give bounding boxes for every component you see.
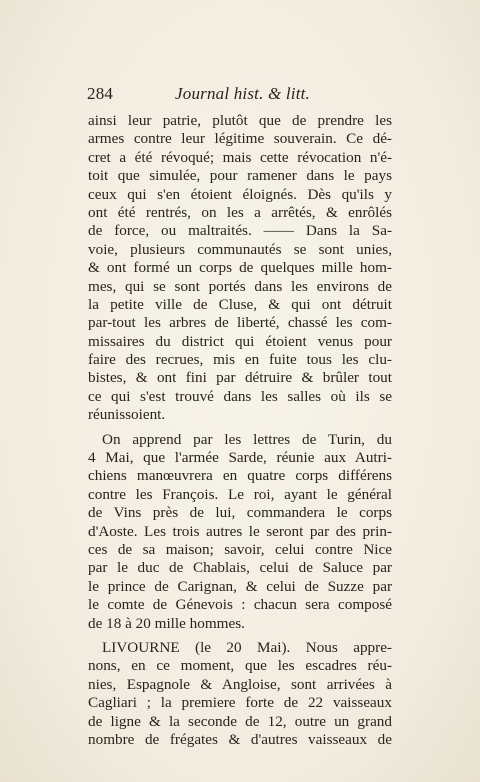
text-line: par-tout les arbres de liberté, chassé les com- (88, 314, 392, 332)
text-line: 4 Mai, que l'armée Sarde, réunie aux Autri- (88, 449, 392, 467)
text-line: le prince de Carignan, & celui de Suzze par (88, 577, 392, 595)
text-line: ce qui s'est trouvé dans les salles où ils se (88, 387, 392, 405)
page-header (87, 84, 387, 110)
text-line: la petite ville de Cluse, & qui ont détruit (88, 295, 392, 313)
text-line: voie, plusieurs communautés se sont unies, (88, 240, 392, 258)
text-line: mes, qui se sont portés dans les environs de (88, 277, 392, 295)
paragraph-3 (88, 639, 392, 749)
text-line: faire des recrues, mis en fuite tous les clu- (88, 351, 392, 369)
text-line: ceux qui s'en étoient éloignés. Dès qu'ils y (88, 185, 392, 203)
text-line: Cagliari ; la premiere forte de 22 vaisseaux (88, 694, 392, 712)
text-line: missaires du district qui étoient venus pour (88, 332, 392, 350)
text-line: ces de sa maison; savoir, celui contre Nice (88, 540, 392, 558)
paragraph-2 (88, 431, 392, 633)
text-line: réunissoient. (88, 406, 166, 424)
text-line: par le duc de Chablais, celui de Saluce par (88, 559, 392, 577)
text-line: toit que simulée, pour ramener dans le pays (88, 167, 392, 185)
page-number: 284 (87, 84, 114, 103)
paragraph-1 (88, 112, 392, 425)
text-line: nies, Espagnole & Angloise, sont arrivées à (88, 675, 392, 693)
text-line: On apprend par les lettres de Turin, du (102, 430, 392, 448)
running-title: Journal hist. & litt. (175, 84, 311, 103)
text-line: le comte de Génevois : chacun sera composé (88, 596, 392, 614)
text-line: chiens manœuvrera en quatre corps différens (88, 467, 392, 485)
text-line: de Vins près de lui, commandera le corps (88, 504, 392, 522)
text-line: d'Aoste. Les trois autres le seront par des prin- (88, 522, 392, 540)
text-line: nons, en ce moment, que les escadres réu- (88, 657, 392, 675)
text-line: armes contre leur légitime souverain. Ce dé- (88, 130, 392, 148)
page-body (88, 112, 392, 749)
text-line: cret a été révoqué; mais cette révocation n'é- (88, 148, 392, 166)
text-line: de ligne & la seconde de 12, outre un grand (88, 712, 392, 730)
text-line: ainsi leur patrie, plutôt que de prendre les (88, 112, 392, 129)
text-line: nombre de frégates & d'autres vaisseaux de (88, 730, 392, 748)
text-line: ont été rentrés, on les a arrêtés, & enrôlés (88, 203, 392, 221)
text-line: bistes, & ont fini par détruire & brûler tout (88, 369, 392, 387)
text-line: contre les François. Le roi, ayant le général (88, 485, 392, 503)
text-line: & ont formé un corps de quelques mille hom- (88, 259, 392, 277)
text-line: LIVOURNE (le 20 Mai). Nous appre- (102, 638, 392, 656)
text-line: de force, ou maltraités. —— Dans la Sa- (88, 222, 392, 240)
text-line: de 18 à 20 mille hommes. (88, 614, 245, 632)
